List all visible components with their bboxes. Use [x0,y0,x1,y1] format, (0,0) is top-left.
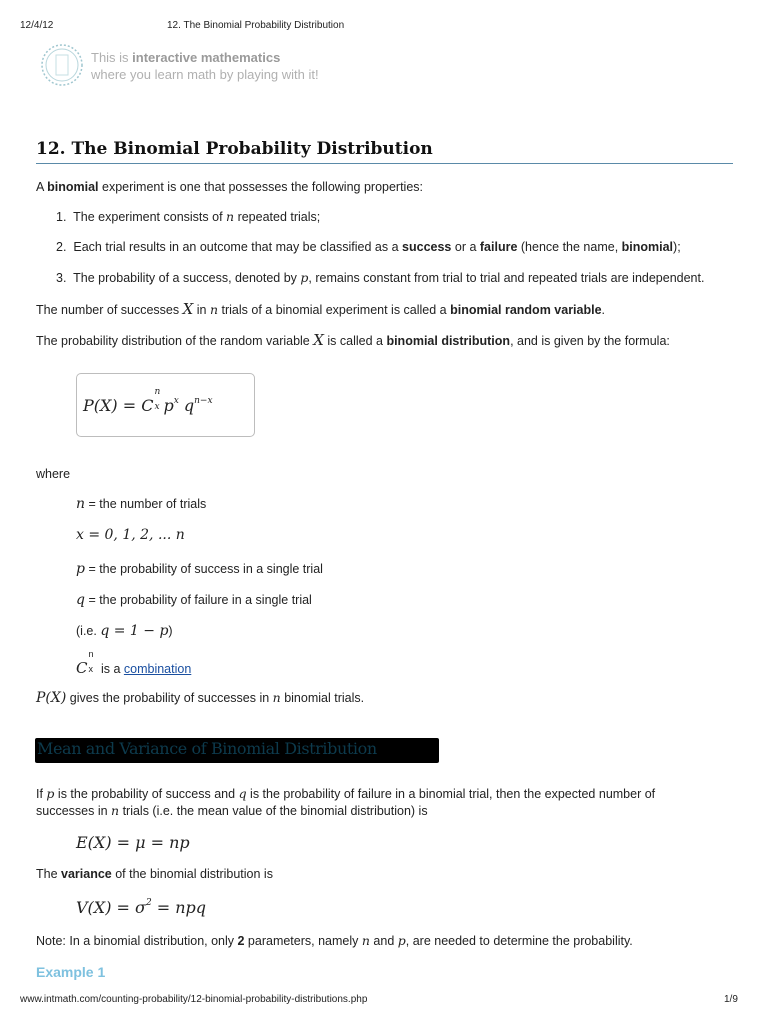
binomial-formula-box [76,373,255,437]
section-heading-mean-variance: Mean and Variance of Binomial Distribution [35,738,439,763]
random-variable-sentence: The number of successes X in n trials of a binomial experiment is called a binomial random variable. [36,300,606,318]
mean-paragraph-line2: successes in n trials (i.e. the mean value of the binomial distribution) is [36,803,428,818]
mean-paragraph-line1: If p is the probability of success and q is the probability of failure in a binomial trial, then the expected number of [36,786,656,801]
definition-n: n = the number of trials [76,496,207,512]
print-date: 12/4/12 [20,20,54,31]
definition-ie: (i.e. q = 1 − p) [76,623,173,639]
distribution-sentence: The probability distribution of the random variable X is called a binomial distribution, and is given by the formula: [36,331,670,349]
property-item-1: 1. The experiment consists of n repeated trials; [56,209,321,224]
where-label: where [36,467,71,481]
note-paragraph: Note: In a binomial distribution, only 2 parameters, namely n and p, are needed to determine the probability. [36,933,633,948]
intro-paragraph: A binomial experiment is one that possesses the following properties: [36,180,424,194]
example-1-heading[interactable]: Example 1 [36,964,106,980]
print-footer-url: www.intmath.com/counting-probability/12-binomial-probability-distributions.php [20,994,368,1005]
definition-x: x = 0, 1, 2, ... n [76,527,185,543]
article-title: 12. The Binomial Probability Distribution [36,139,433,159]
definition-c: C n x is a combination [76,649,192,677]
mean-equation: E(X) = μ = np [76,833,190,852]
logo-tagline-line1: This is interactive mathematics [91,50,281,65]
definition-q: q = the probability of failure in a single trial [76,592,312,608]
print-page-number: 1/9 [724,994,738,1005]
site-logo-icon[interactable] [40,43,84,87]
logo-tagline-line2: where you learn math by playing with it! [91,67,319,82]
px-sentence: P(X) gives the probability of successes in n binomial trials. [36,690,365,706]
variance-sentence: The variance of the binomial distribution is [36,867,273,881]
title-underline [36,163,733,164]
binomial-formula: P(X) = C n x $p^x$ $q^{n-x}$ [83,387,213,415]
property-item-3: 3. The probability of a success, denoted by p, remains constant from trial to trial and repeated trials are independent. [56,270,705,285]
combination-link[interactable]: combination [123,662,192,676]
property-item-2: 2. Each trial results in an outcome that may be classified as a success or a failure (hence the name, binomial); [56,240,681,254]
variance-equation: $V(X) = \sigma^2$ = npq [76,898,207,917]
definition-p: p = the probability of success in a single trial [76,561,323,577]
print-page-title: 12. The Binomial Probability Distribution [167,20,345,31]
